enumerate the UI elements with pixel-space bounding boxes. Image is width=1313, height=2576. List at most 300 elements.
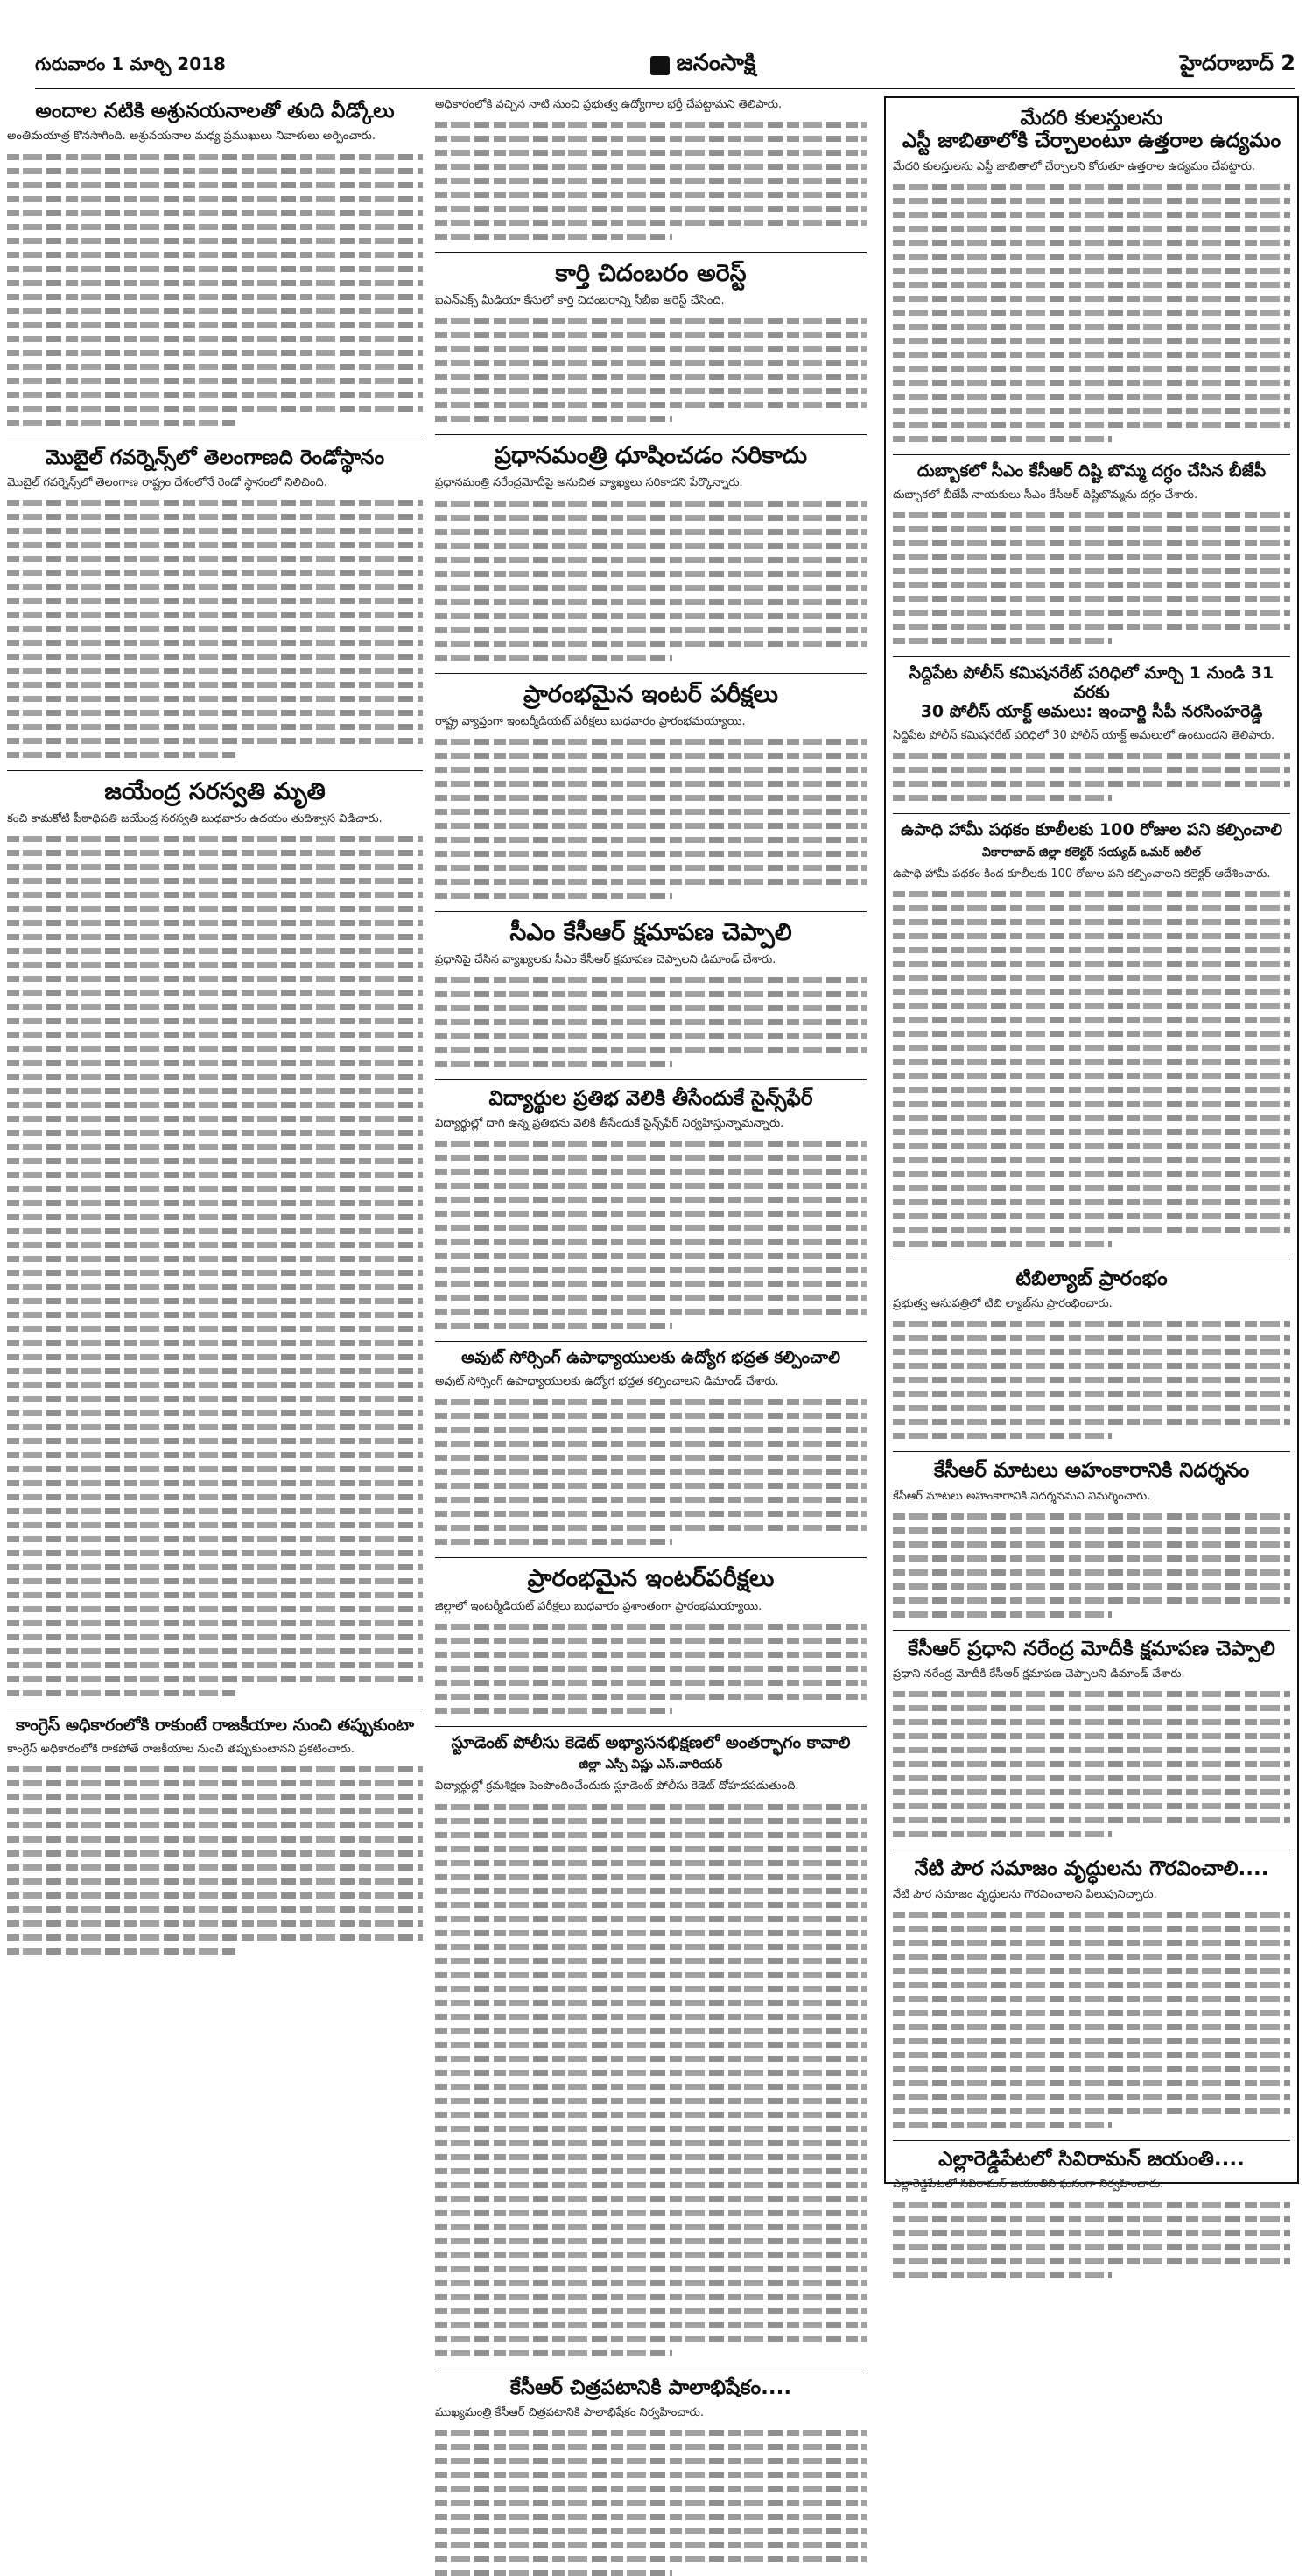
article-separator [435,673,867,674]
text-line [893,1171,1290,1177]
text-line [7,1892,423,1899]
text-line [893,753,1290,759]
text-line [893,394,1290,400]
article [893,821,1290,1247]
text-line [7,1046,423,1052]
article [435,2376,867,2576]
text-line [7,514,423,520]
text-line [7,1648,423,1654]
text-line [435,2430,867,2436]
text-line [7,1878,423,1885]
text-line [893,366,1290,372]
text-line [7,1354,423,1360]
text-line [7,948,423,954]
article-body [7,1741,423,1955]
article-lead: సిద్దిపేట పోలీస్ కమిషనరేట్ పరిధిలో 30 పోలీస్ యాక్ట్ అమలులో ఉంటుందని తెలిపారు. [893,728,1275,742]
article-body [893,158,1290,442]
article-headline: కాంగ్రెస్ అధికారంలోకి రాకుంటే రాజకీయాల నుంచి తప్పుకుంటా [15,1716,415,1736]
text-line [435,164,867,170]
text-line [435,332,867,338]
article-separator [893,656,1290,657]
text-line [893,2108,1290,2114]
article [435,96,867,240]
text-line [7,1920,423,1927]
text-line [893,2272,1112,2278]
text-line [435,2112,867,2118]
text-line [435,2570,672,2576]
text-line [435,1183,867,1189]
text-line [435,1666,867,1672]
text-line [893,1954,1290,1960]
column-right-boxed [884,96,1299,2192]
text-line [7,864,423,870]
text-line [435,571,867,577]
text-line [435,2238,867,2244]
text-line [893,568,1290,574]
masthead [35,48,1295,83]
text-line [7,1780,423,1786]
text-line [893,961,1290,967]
text-line [893,781,1290,787]
article-body [893,866,1290,1247]
text-line [435,2224,867,2230]
text-line [7,1368,423,1374]
text-line [893,947,1290,953]
text-line [893,1691,1290,1697]
text-line [435,2280,867,2286]
article-separator [435,252,867,253]
text-line [893,1087,1290,1093]
text-line [435,795,867,801]
text-line [435,1005,867,1011]
text-line [893,184,1290,190]
text-line [435,2168,867,2174]
article-headline: ప్రధానమంత్రి ధూషించడం సరికాదు [494,442,808,470]
text-line [893,2244,1290,2250]
article [893,664,1290,801]
article-lead: దుబ్బాకలో బీజేపీ నాయకులు సీఎం కేసీఆర్ దిష్టిబొమ్మను దగ్ధం చేశారు. [893,488,1198,502]
text-line [7,280,423,286]
text-line [435,1902,867,1908]
text-line [435,1281,867,1287]
text-line [435,2196,867,2202]
text-line [7,710,423,716]
text-line [435,739,867,745]
text-line [435,2126,867,2132]
article-lead: విద్యార్థుల్లో క్రమశిక్షణ పెంపొందించేందుకు స్టూడెంట్ పోలీసు కెడెట్ దోహదపడుతుంది. [435,1779,799,1793]
article-separator [435,1341,867,1342]
text-line [435,1916,867,1922]
text-line [435,1986,867,1992]
text-line [893,226,1290,232]
article-body [893,1295,1290,1439]
text-line [435,1958,867,1964]
text-line [7,850,423,856]
article-separator [435,911,867,912]
text-line [435,767,867,773]
text-line [893,2066,1290,2072]
text-line [435,2042,867,2048]
text-line [7,1578,423,1584]
text-line [7,1074,423,1080]
text-line [7,1158,423,1164]
text-line [7,1130,423,1136]
text-line [435,529,867,535]
text-line [7,420,235,426]
text-line [7,1018,423,1024]
text-line [7,168,423,174]
text-line [7,364,423,370]
text-line [435,1860,867,1866]
text-line [435,2056,867,2062]
text-line [7,1634,423,1640]
text-line [893,1419,1290,1425]
text-line [7,1494,423,1500]
article [7,446,423,759]
text-line [435,2514,867,2520]
text-line [435,781,867,787]
text-line [7,598,423,604]
text-line [893,767,1290,773]
text-line [893,1803,1290,1809]
text-line [7,224,423,230]
text-line [7,1326,423,1332]
text-line [7,1060,423,1066]
text-line [7,500,423,506]
article-headline: కేసీఆర్ చిత్రపటానికి పాలాభిషేకం.... [509,2376,792,2399]
text-line [7,252,423,258]
text-line [435,1944,867,1950]
text-line [7,654,423,660]
text-line [7,1340,423,1346]
text-line [893,324,1290,330]
text-line [435,1638,867,1644]
text-line [893,933,1290,939]
article-headline: ఎల్లారెడ్డిపేటలో సివిరామన్ జయంతి.... [938,2147,1245,2171]
text-line [7,640,423,646]
article-headline: ప్రారంభమైన ఇంటర్ పరీక్షలు [523,680,779,708]
text-line [7,668,423,674]
article-body [435,951,867,1067]
text-line [435,1888,867,1894]
text-line [893,1045,1290,1051]
article-body [893,1666,1290,1837]
text-line [435,2000,867,2006]
article-lead: ఉపాధి హామీ పథకం కింద కూలీలకు 100 రోజుల పని కల్పించాలని కలెక్టర్ ఆదేశించారు. [893,867,1271,881]
article [7,1716,423,1955]
text-line [435,1141,867,1147]
article-lead: ముఖ్యమంత్రి కేసీఆర్ చిత్రపటానికి పాలాభిషేకం నిర్వహించారు. [435,2406,704,2420]
text-line [893,1912,1290,1918]
text-line [7,406,423,412]
article-lead: రాష్ట్ర వ్యాప్తంగా ఇంటర్మీడియట్ పరీక్షలు బుధవారం ప్రారంభమయ్యాయి. [435,714,746,728]
article-body [7,811,423,1696]
text-line [435,1804,867,1810]
article [435,1734,867,2356]
text-line [435,837,867,843]
text-line [435,1047,867,1053]
article [435,1565,867,1713]
article-body [435,2404,867,2576]
article-headline: నేటి పౌర సమాజం వృద్ధులను గౌరవించాలి.... [914,1857,1269,1881]
text-line [435,2336,867,2342]
text-line [893,554,1290,560]
newspaper-logo [650,50,756,81]
text-line [7,990,423,996]
text-line [7,1822,423,1828]
article-lead: ప్రధానిపై చేసిన వ్యాఖ్యలకు సీఎం కేసీఆర్ క్షమాపణ చెప్పాలని డిమాండ్ చేశారు. [435,952,776,966]
text-line [893,254,1290,260]
text-line [435,2266,867,2272]
text-line [893,795,1112,801]
text-line [893,2010,1290,2016]
text-line [435,402,867,408]
text-line [435,2014,867,2020]
text-line [893,610,1290,616]
article-separator [435,1726,867,1727]
issue-date: గురువారం 1 మార్చి 2018 [35,53,226,74]
text-line [893,1597,1290,1604]
text-line [893,352,1290,358]
text-line [7,570,423,576]
text-line [435,206,867,212]
text-line [7,752,235,758]
text-line [7,626,423,632]
text-line [435,1323,672,1329]
article-headline: ఉపాధి హామీ పథకం కూలీలకు 100 రోజుల పని కల్పించాలి [900,819,1283,839]
text-line [893,1129,1290,1135]
text-line [893,422,1290,428]
text-line [893,1157,1290,1163]
article-lead: విద్యార్థుల్లో దాగి ఉన్న ప్రతిభను వెలికి తీసేందుకే సైన్స్‌ఫేర్ నిర్వహిస్తున్నామన్నారు. [435,1117,784,1131]
article-body [893,727,1290,801]
text-line [893,1073,1290,1079]
article-lead: అంతిమయాత్ర కొనసాగింది. అశ్రునయనాల మధ్య ప్రముఖులు నివాళులు అర్పించారు. [7,130,376,144]
text-line [7,1934,423,1941]
text-line [7,1466,423,1472]
brand-name: జనంసాక్షి [676,50,756,76]
text-line [893,2216,1290,2222]
article-headline: దుబ్బాకలో సీఎం కేసీఆర్ దిష్టి బొమ్మ దగ్ధం చేసిన బీజేపీ [916,461,1267,481]
text-line [435,1511,867,1517]
article-separator [893,813,1290,814]
text-line [7,322,423,328]
article-body [435,1115,867,1329]
text-line [435,851,867,857]
text-line [435,613,867,619]
text-line [435,2472,867,2478]
text-line [893,1761,1290,1767]
text-line [435,2500,867,2506]
article [435,260,867,422]
text-line [435,557,867,563]
text-line [893,1831,1112,1837]
text-line [893,1363,1290,1369]
text-line [435,655,672,661]
text-line [893,1555,1290,1562]
text-line [893,2202,1290,2208]
article-lead: ఎల్లారెడ్డిపేటలో సివిరామన్ జయంతిని ఘనంగా నిర్వహించారు. [893,2178,1164,2192]
text-line [7,1480,423,1486]
article [7,778,423,1696]
text-line [435,1874,867,1880]
article-lead: నేటి పౌర సమాజం వృద్ధులను గౌరవించాలని పిలుపునిచ్చారు. [893,1887,1157,1901]
article-separator [435,1079,867,1080]
text-line [7,682,423,688]
text-line [435,2528,867,2534]
text-line [893,268,1290,274]
text-line [7,1766,423,1772]
text-line [7,836,423,842]
text-line [893,2038,1290,2044]
text-line [7,1522,423,1528]
text-line [7,1606,423,1612]
text-line [893,408,1290,414]
text-line [435,1019,867,1025]
text-line [7,1948,235,1955]
article-body [435,474,867,660]
text-line [7,1298,423,1304]
text-line [893,2258,1290,2264]
text-line [7,1116,423,1122]
text-line [893,540,1290,546]
text-line [435,2140,867,2146]
text-line [7,542,423,548]
header-rule [35,88,1295,89]
text-line [7,1284,423,1290]
text-line [435,865,867,871]
article-separator [893,1630,1290,1631]
article-headline: కేసీఆర్ మాటలు అహంకారానికి నిదర్శనం [933,1459,1250,1483]
article-lead: మొబైల్ గవర్నెన్స్‌లో తెలంగాణ రాష్ట్రం దేశంలోనే రెండో స్థానంలో నిలిచింది. [7,476,327,490]
text-line [435,1155,867,1161]
text-line [893,596,1290,602]
article-headline: స్టూడెంట్ పోలీసు కెడెట్ అభ్యాసనభిక్షణలో అంతర్భాగం కావాలి [451,1732,851,1752]
text-line [893,2230,1290,2236]
text-line [7,1256,423,1262]
text-line [435,1253,867,1259]
article-headline: మేదరి కులస్తులను ఎస్టీ జాబితాలోకి చేర్చాలంటూ ఉత్తరాల ఉద్యమం [902,107,1281,153]
text-line [7,1214,423,1220]
text-line [435,388,867,394]
text-line [435,2210,867,2216]
article-headline: అందాల నటికి అశ్రునయనాలతో తుది వీడ్కోలు [35,100,395,123]
text-line [435,1455,867,1461]
text-line [893,1705,1290,1711]
text-line [893,1968,1290,1974]
article-headline: మొబైల్ గవర్నెన్స్‌లో తెలంగాణది రెండోస్థానం [45,446,385,469]
text-line [435,416,672,422]
text-line [7,934,423,940]
text-line [893,2094,1290,2100]
text-line [7,1088,423,1094]
text-line [7,1592,423,1598]
text-line [7,892,423,898]
text-line [7,266,423,272]
text-line [893,1391,1290,1397]
article [435,1087,867,1330]
text-line [7,1452,423,1458]
text-line [435,1469,867,1475]
article-body [435,1778,867,2355]
article-body [435,1373,867,1545]
text-line [435,1818,867,1824]
article [435,1349,867,1545]
text-line [435,2308,867,2314]
text-line [893,1349,1290,1355]
text-line [7,378,423,384]
text-line [893,1569,1290,1576]
text-line [893,1227,1290,1233]
text-line [7,196,423,202]
article-separator [893,454,1290,455]
article-separator [435,1557,867,1558]
text-line [435,2084,867,2090]
text-line [7,1312,423,1318]
text-line [435,893,672,899]
text-line [435,1832,867,1838]
text-line [435,1652,867,1658]
text-line [7,1424,423,1430]
text-line [435,641,867,647]
article-lead: అవుట్ సోర్సింగ్ ఉపాధ్యాయులకు ఉద్యోగ భద్రత కల్పించాలని డిమాండ్ చేశారు. [435,1375,779,1389]
text-line [893,1321,1290,1327]
text-line [7,238,423,244]
text-line [435,1441,867,1447]
article-body [435,292,867,422]
text-line [435,1267,867,1273]
text-line [893,1926,1290,1932]
text-line [7,210,423,216]
text-line [893,1143,1290,1149]
text-line [893,1611,1112,1618]
text-line [893,1031,1290,1037]
article-body [7,128,423,425]
text-line [893,1719,1290,1725]
text-line [893,2080,1290,2086]
text-line [7,1676,423,1682]
text-line [435,2350,672,2356]
text-line [435,1539,672,1545]
text-line [435,1427,867,1433]
text-line [893,1017,1290,1023]
article-lead: ప్రధానమంత్రి నరేంద్రమోదీపై అనుచిత వ్యాఖ్యలు సరికాదని పేర్కొన్నారు. [435,476,743,490]
text-line [7,1270,423,1276]
text-line [893,282,1290,288]
text-line [435,2556,867,2562]
text-line [435,1061,672,1067]
text-line [435,2154,867,2160]
article-separator [7,770,423,771]
text-line [893,2024,1290,2030]
article-body [893,487,1290,644]
text-line [893,1241,1112,1247]
text-line [435,1624,867,1630]
text-line [7,920,423,926]
text-line [435,501,867,507]
article-separator [893,1451,1290,1452]
text-line [7,154,423,160]
text-line [7,1690,235,1696]
article-lead: ప్రధాని నరేంద్ర మోదీకి కేసీఆర్ క్షమాపణ చెప్పాలని డిమాండ్ చేశారు. [893,1667,1185,1681]
text-line [435,2458,867,2464]
text-line [435,122,867,128]
text-line [893,989,1290,995]
text-line [435,753,867,759]
text-line [893,1996,1290,2002]
text-line [435,360,867,366]
text-line [435,2444,867,2450]
